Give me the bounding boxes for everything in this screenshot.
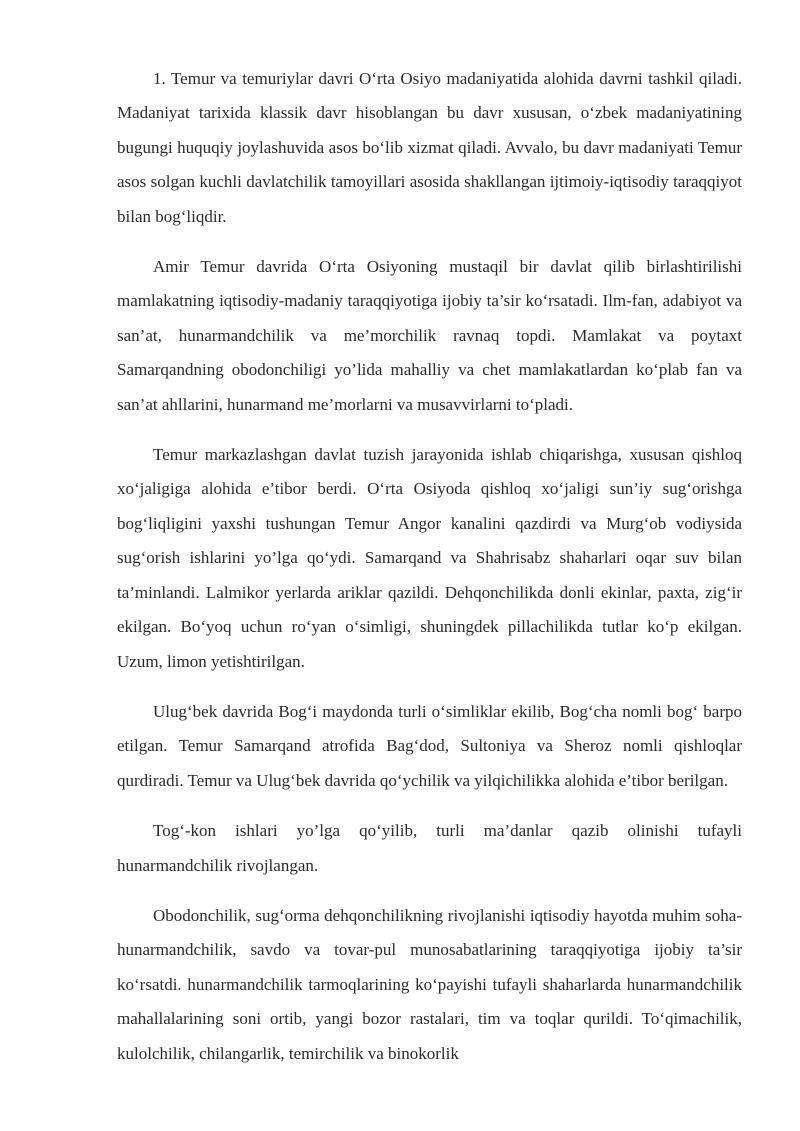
- paragraph-crafts-trade: Obodonchilik, sug‘orma dehqonchilikning rivojlanishi iqtisodiy hayotda muhim soha-hunarmandchilik, savdo va tovar-pul munosabatlarining taraqqiyotiga ijobiy ta’sir ko‘rsatdi. hunarmandchilik tarmoqlarining ko‘payishi tufayli shaharlarda hunarmandchilik mahallalarining soni ortib, yangi bozor rastalari, tim va toqlar qurildi. To‘qimachilik, kulolchilik, chilangarlik, temirchilik va binokorlik: [117, 905, 742, 1063]
- paragraph-mining: Tog‘-kon ishlari yo’lga qo‘yilib, turli ma’danlar qazib olinishi tufayli hunarmandchilik rivojlangan.: [117, 821, 742, 875]
- paragraph-agriculture: Temur markazlashgan davlat tuzish jarayonida ishlab chiqarishga, xususan qishloq xo‘jaligiga alohida e’tibor berdi. O‘rta Osiyoda qishloq xo‘jaligi sun’iy sug‘orishga bog‘liqligini yaxshi tushungan Temur Angor kanalini qazdirdi va Murg‘ob vodiysida sug‘orish ishlarini yo’lga qo‘ydi. Samarqand va Shahrisabz shaharlari oqar suv bilan ta’minlandi. Lalmikor yerlarda ariklar qazildi. Dehqonchilikda donli ekinlar, paxta, zig‘ir ekilgan. Bo‘yoq uchun ro‘yan o‘simligi, shuningdek pillachilikda tutlar ko‘p ekilgan. Uzum, limon yetishtirilgan.: [117, 445, 742, 671]
- paragraph-ulugbek-gardens: Ulug‘bek davrida Bog‘i maydonda turli o‘simliklar ekilib, Bog‘cha nomli bog‘ barpo etilgan. Temur Samarqand atrofida Bag‘dod, Sultoniya va Sheroz nomli qishloqlar qurdiradi. Temur va Ulug‘bek davrida qo‘ychilik va yilqichilikka alohida e’tibor berilgan.: [117, 701, 742, 790]
- paragraph-amir-temur-unification: Amir Temur davrida O‘rta Osiyoning mustaqil bir davlat qilib birlashtirilishi mamlakatning iqtisodiy-madaniy taraqqiyotiga ijobiy ta’sir ko‘rsatadi. Ilm-fan, adabiyot va san’at, hunarmandchilik va me’morchilik ravnaq topdi. Mamlakat va poytaxt Samarqandning obodonchiligi yo’lida mahalliy va chet mamlakatlardan ko‘plab fan va san’at ahllarini, hunarmand me’morlarni va musavvirlarni to‘pladi.: [117, 257, 742, 414]
- paragraph-temur-era-intro: 1. Temur va temuriylar davri O‘rta Osiyo madaniyatida alohida davrni tashkil qiladi. Madaniyat tarixida klassik davr hisoblangan bu davr xususan, o‘zbek madaniyatining bugungi huquqiy joylashuvida asos bo‘lib xizmat qiladi. Avvalo, bu davr madaniyati Temur asos solgan kuchli davlatchilik tamoyillari asosida shakllangan ijtimoiy-iqtisodiy taraqqiyot bilan bog‘liqdir.: [117, 69, 742, 226]
